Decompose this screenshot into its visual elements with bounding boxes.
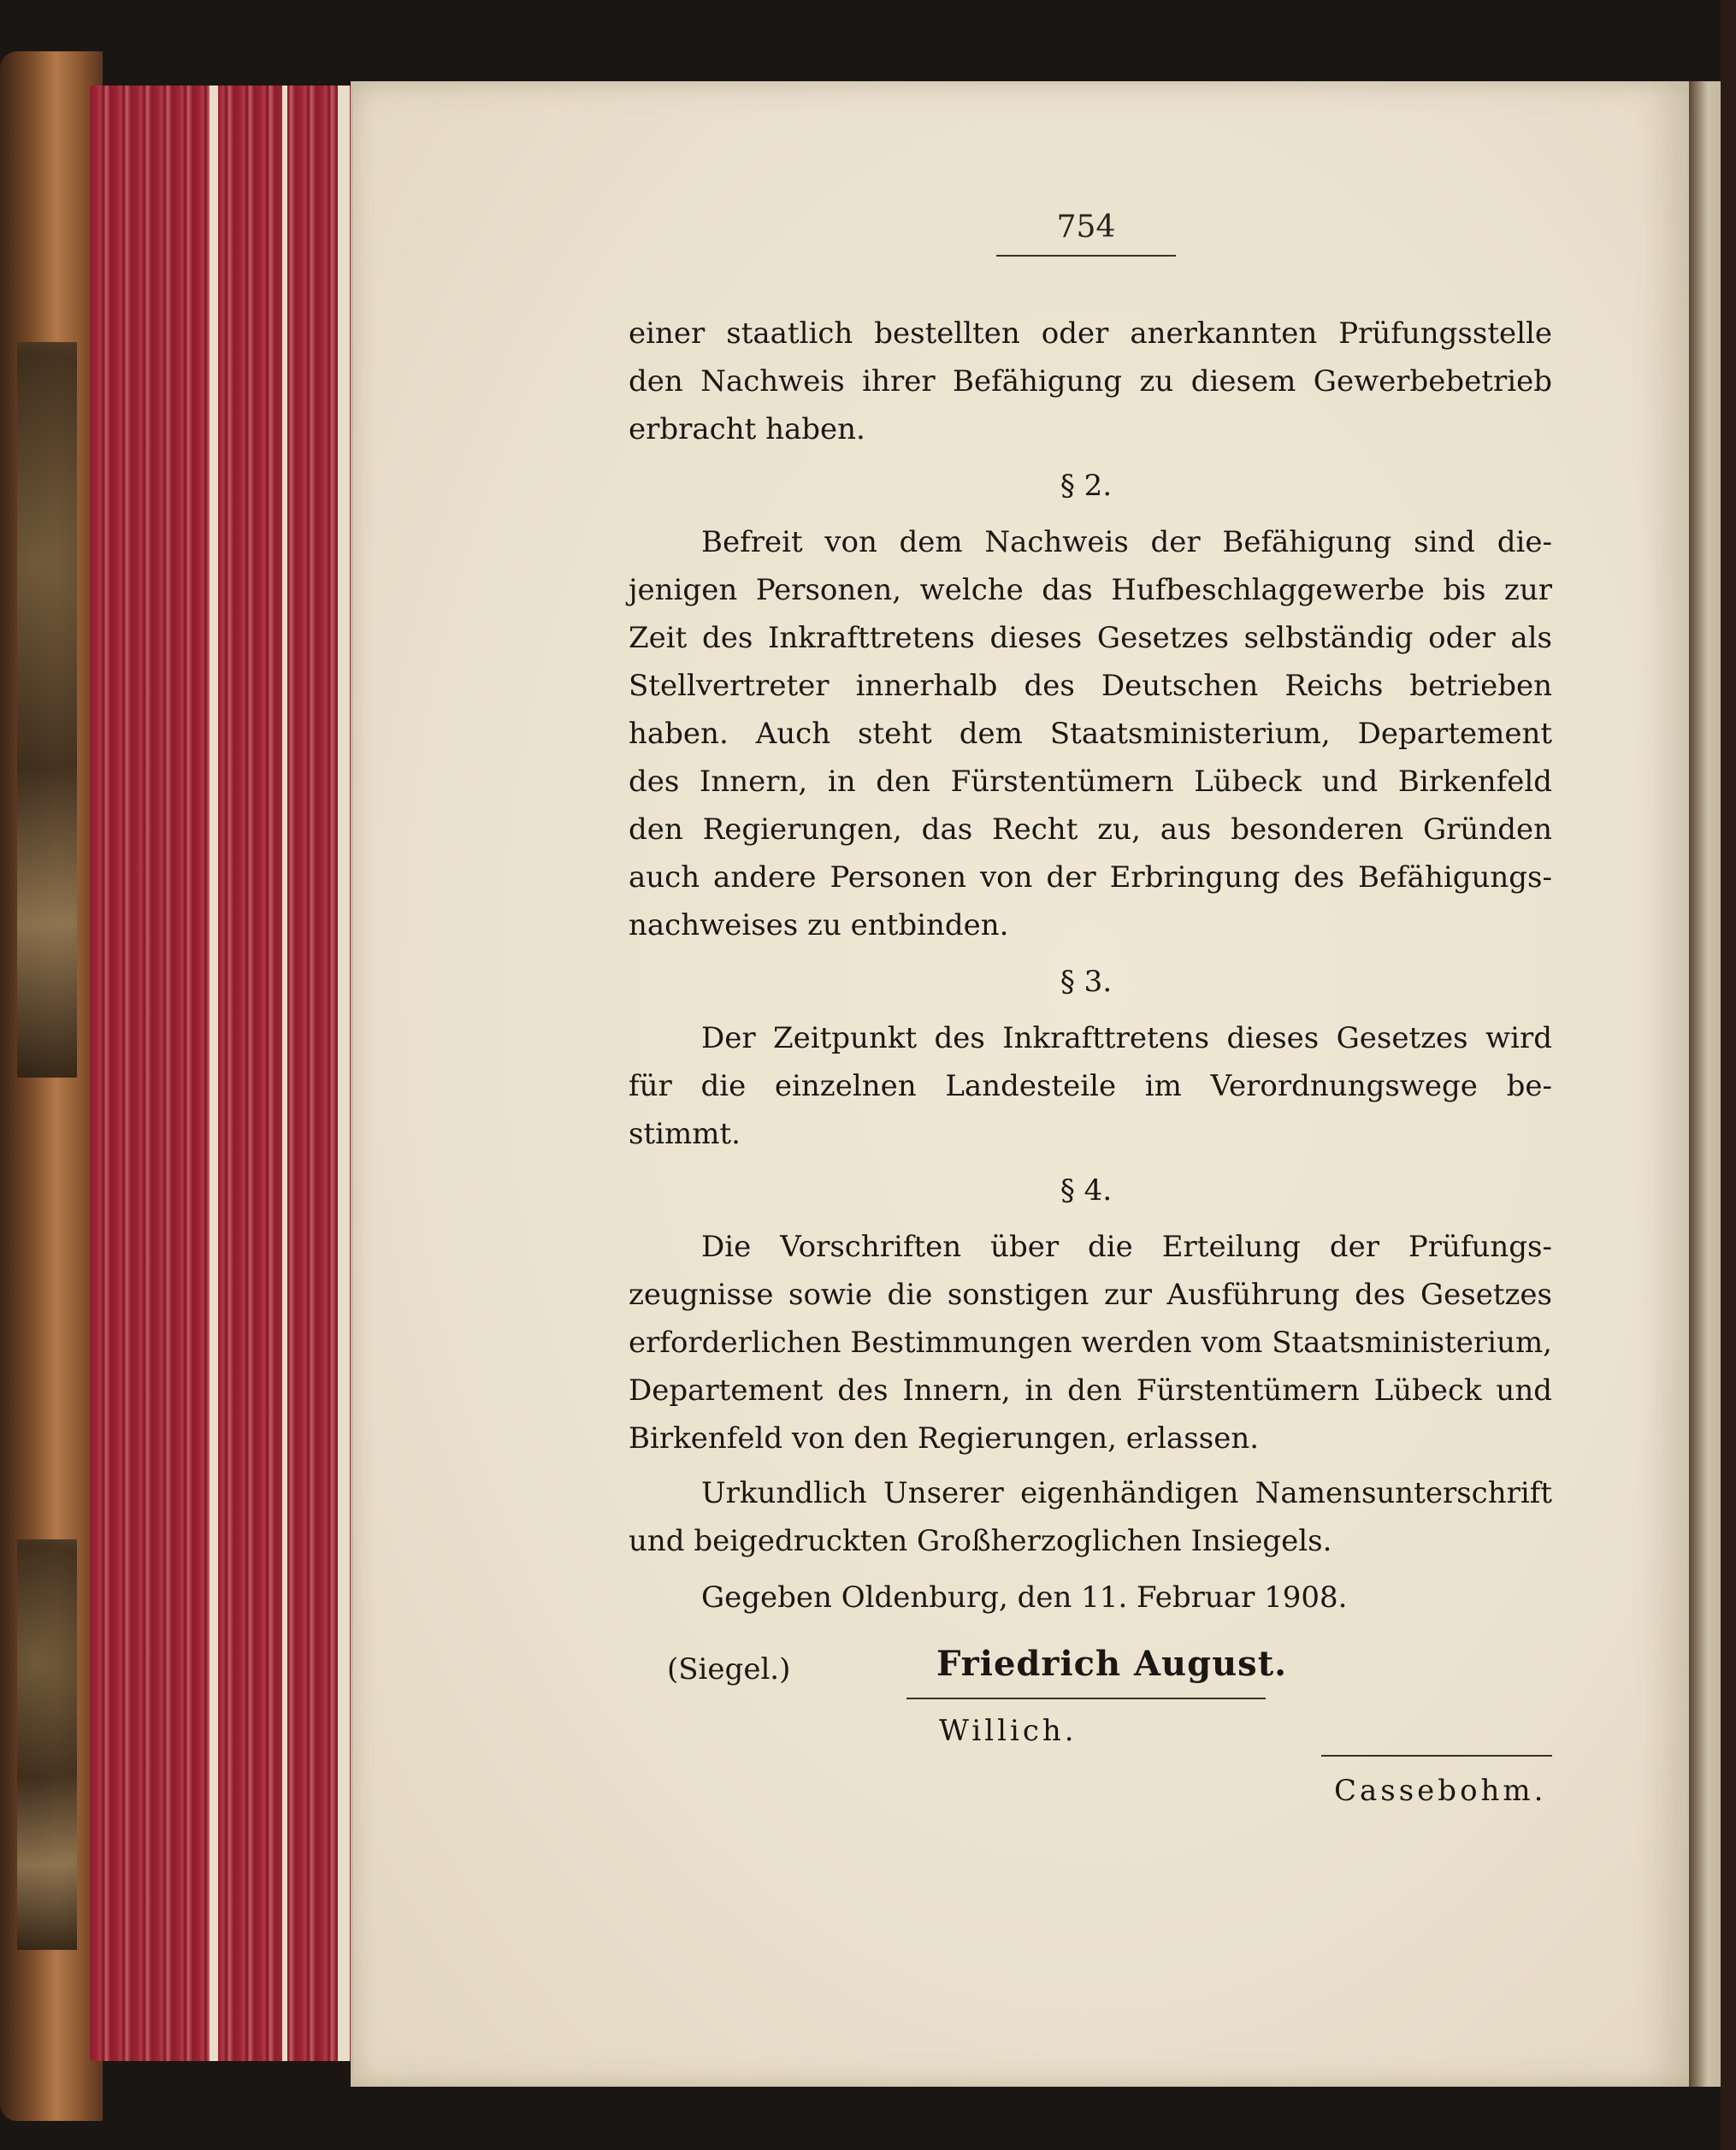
- red-page-edges: [90, 86, 363, 2061]
- text-line: auch andere Personen von der Erbringung des Befähigungs-: [629, 860, 1552, 895]
- page-number-rule: [996, 255, 1176, 257]
- section-heading: § 4.: [1060, 1173, 1113, 1208]
- text-line: Befreit von dem Nachweis der Befähigung sind die-: [701, 525, 1552, 559]
- page-number: 754: [1056, 210, 1116, 245]
- text-line: erbracht haben.: [629, 412, 865, 446]
- section-heading: § 3.: [1060, 965, 1113, 999]
- text-line: zeugnisse sowie die sonstigen zur Ausführung des Gesetzes: [629, 1278, 1552, 1312]
- text-line: nachweises zu entbinden.: [629, 908, 1009, 942]
- text-line: den Regierungen, das Recht zu, aus besonderen Gründen: [629, 812, 1552, 847]
- date-line: Gegeben Oldenburg, den 11. Februar 1908.: [701, 1580, 1348, 1615]
- page-edge-highlight: [210, 86, 218, 2061]
- signature-rule: [906, 1698, 1266, 1699]
- text-line: des Innern, in den Fürstentümern Lübeck und Birkenfeld: [629, 765, 1552, 799]
- text-line: einer staatlich bestellten oder anerkannten Prüfungsstelle: [629, 316, 1552, 351]
- text-line: Die Vorschriften über die Erteilung der Prüfungs-: [701, 1230, 1552, 1264]
- text-line: Departement des Innern, in den Fürstentümern Lübeck und: [629, 1373, 1552, 1408]
- page-edge-highlight: [282, 86, 287, 2061]
- text-line: Zeit des Inkrafttretens dieses Gesetzes selbständig oder als: [629, 621, 1552, 655]
- text-line: den Nachweis ihrer Befähigung zu diesem Gewerbebetrieb: [629, 364, 1552, 399]
- signature-minister-second: Cassebohm.: [1334, 1774, 1547, 1808]
- text-line: stimmt.: [629, 1117, 741, 1151]
- text-line: jenigen Personen, welche das Hufbeschlaggewerbe bis zur: [629, 573, 1552, 607]
- book-cover-edge: [1721, 0, 1736, 2150]
- text-line: Birkenfeld von den Regierungen, erlassen.: [629, 1421, 1260, 1456]
- text-line: und beigedruckten Großherzoglichen Insiegels.: [629, 1524, 1332, 1558]
- signature-grand-duke: Friedrich August.: [936, 1644, 1288, 1684]
- page-edge-highlight: [338, 86, 350, 2061]
- signature-rule: [1321, 1755, 1552, 1757]
- text-line: erforderlichen Bestimmungen werden vom Staatsministerium,: [629, 1326, 1552, 1360]
- text-line: Stellvertreter innerhalb des Deutschen Reichs betrieben: [629, 669, 1552, 703]
- seal-note: (Siegel.): [667, 1652, 791, 1686]
- text-line: Der Zeitpunkt des Inkrafttretens dieses Gesetzes wird: [701, 1021, 1552, 1055]
- signature-minister: Willich.: [939, 1714, 1078, 1748]
- marbled-cover-patch: [17, 342, 77, 1078]
- marbled-cover-patch: [17, 1539, 77, 1950]
- text-line: haben. Auch steht dem Staatsministerium, Departement: [629, 717, 1552, 751]
- section-heading: § 2.: [1060, 469, 1113, 503]
- text-line: für die einzelnen Landesteile im Verordnungswege be-: [629, 1069, 1552, 1103]
- text-line: Urkundlich Unserer eigenhändigen Namensunterschrift: [701, 1476, 1552, 1510]
